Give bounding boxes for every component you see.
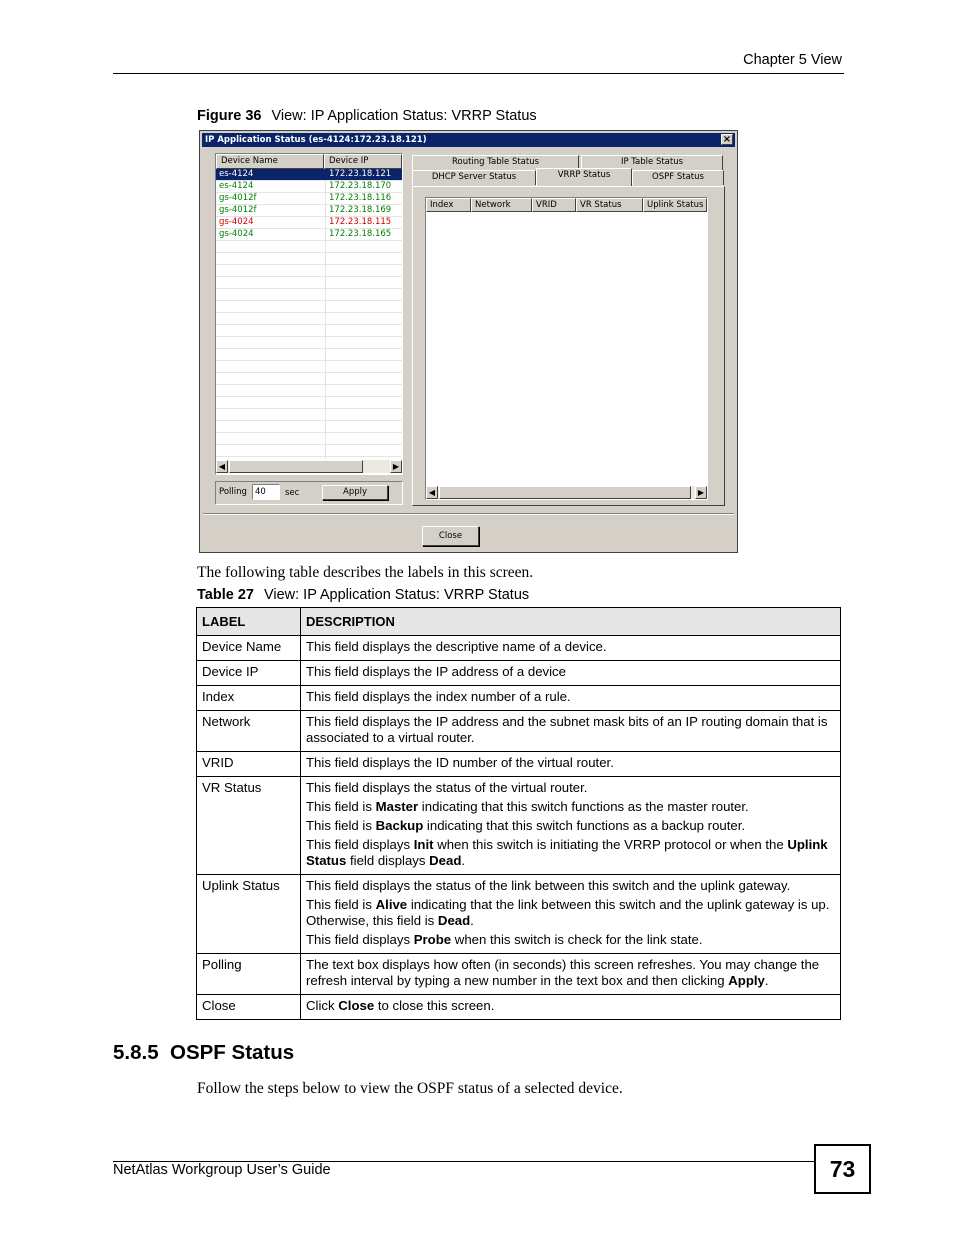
scroll-thumb[interactable] [439, 486, 691, 499]
ip-application-status-dialog [199, 130, 738, 553]
row-label: Close [197, 995, 301, 1020]
table-row [197, 777, 841, 875]
device-row[interactable] [216, 229, 402, 241]
bold-term: Master [375, 799, 419, 814]
scroll-thumb[interactable] [229, 460, 363, 473]
polling-unit: sec [285, 488, 300, 498]
empty-device-row[interactable] [216, 337, 402, 349]
table-body [197, 636, 841, 1020]
row-description [301, 686, 841, 711]
row-description [301, 995, 841, 1020]
scroll-left-icon[interactable]: ◀ [426, 486, 438, 499]
empty-device-row[interactable] [216, 433, 402, 445]
table-title: View: IP Application Status: VRRP Status [263, 587, 530, 603]
empty-device-row[interactable] [216, 397, 402, 409]
bold-term: Alive [375, 897, 408, 912]
device-ip-cell: 172.23.18.165 [329, 229, 392, 239]
text-run: indicating that the link between this switch and the uplink gateway is up. Otherwise, this field is [306, 897, 830, 928]
table-header-row [197, 608, 841, 636]
row-description [301, 875, 841, 954]
device-name-cell: gs-4012f [219, 205, 257, 215]
vrrp-status-grid[interactable] [425, 197, 708, 500]
device-name-cell: es-4124 [219, 169, 254, 179]
text-run: This field displays [306, 932, 414, 947]
text-run: to close this screen. [374, 998, 495, 1013]
empty-device-row[interactable] [216, 421, 402, 433]
polling-group [215, 481, 403, 505]
section-number: 5.8.5 [113, 1041, 159, 1064]
device-name-cell: es-4124 [219, 181, 254, 191]
empty-device-row[interactable] [216, 385, 402, 397]
description-paragraph: This field displays the descriptive name of a device. [306, 639, 607, 654]
bold-term: Probe [413, 932, 452, 947]
column-vrid[interactable]: VRID [532, 198, 576, 212]
row-description [301, 752, 841, 777]
column-vr-status[interactable]: VR Status [576, 198, 643, 212]
scroll-right-icon[interactable]: ▶ [695, 486, 707, 499]
row-label: Device Name [197, 636, 301, 661]
device-ip-cell: 172.23.18.116 [329, 193, 392, 203]
column-index[interactable]: Index [426, 198, 471, 212]
description-paragraph: This field displays the ID number of the virtual router. [306, 755, 614, 770]
column-network[interactable]: Network [471, 198, 532, 212]
empty-device-row[interactable] [216, 325, 402, 337]
text-run: This field is [306, 897, 376, 912]
description-paragraph [306, 998, 835, 1014]
row-description [301, 777, 841, 875]
intro-text: The following table describes the labels in this screen. [197, 564, 534, 581]
page-number: 73 [814, 1144, 871, 1194]
row-description [301, 954, 841, 995]
bold-term: Init [413, 837, 434, 852]
description-paragraph: This field displays the IP address and the subnet mask bits of an IP routing domain that is associated to a virtual router. [306, 714, 828, 745]
text-run: Click [306, 998, 339, 1013]
bold-term: Backup [375, 818, 424, 833]
table-row [197, 686, 841, 711]
figure-title: View: IP Application Status: VRRP Status [271, 108, 537, 124]
bold-term: Dead [429, 853, 462, 868]
table-label: Table 27 [197, 587, 254, 603]
row-label: Polling [197, 954, 301, 995]
empty-device-row[interactable] [216, 241, 402, 253]
text-run: when this switch is initiating the VRRP protocol or when the [433, 837, 788, 852]
column-device-name[interactable]: Device Name [216, 154, 324, 169]
table-row [197, 661, 841, 686]
description-paragraph [306, 818, 835, 834]
device-ip-cell: 172.23.18.121 [329, 169, 392, 179]
bold-term: Uplink Status [306, 837, 828, 868]
polling-input[interactable]: 40 [252, 484, 280, 500]
row-description [301, 661, 841, 686]
description-paragraph [306, 837, 835, 869]
table-caption [197, 587, 529, 603]
empty-device-row[interactable] [216, 265, 402, 277]
empty-device-row[interactable] [216, 409, 402, 421]
footer-guide-title: NetAtlas Workgroup User’s Guide [113, 1162, 331, 1178]
table-row [197, 875, 841, 954]
chapter-header: Chapter 5 View [743, 52, 842, 68]
text-run: This field is [306, 799, 376, 814]
device-list[interactable] [215, 153, 403, 475]
tab-vrrp-status[interactable]: VRRP Status [536, 168, 632, 186]
row-label: Device IP [197, 661, 301, 686]
tab-routing-table-status[interactable]: Routing Table Status [412, 155, 579, 170]
row-label: Network [197, 711, 301, 752]
figure-caption [197, 108, 537, 124]
follow-text: Follow the steps below to view the OSPF status of a selected device. [197, 1080, 623, 1097]
device-row[interactable] [216, 217, 402, 229]
device-name-cell: gs-4012f [219, 193, 257, 203]
description-paragraph: This field displays the status of the virtual router. [306, 780, 588, 795]
scroll-right-icon[interactable]: ▶ [390, 460, 402, 473]
device-row[interactable] [216, 181, 402, 193]
bold-term: Dead [437, 913, 471, 928]
row-description [301, 636, 841, 661]
polling-label: Polling [219, 487, 247, 497]
table-row [197, 995, 841, 1020]
apply-button[interactable]: Apply [322, 485, 388, 500]
table-row [197, 954, 841, 995]
description-paragraph: This field displays the index number of a rule. [306, 689, 571, 704]
dialog-title: IP Application Status (es-4124:172.23.18.121) [205, 135, 427, 145]
empty-device-row[interactable] [216, 361, 402, 373]
description-paragraph: This field displays the status of the link between this switch and the uplink gateway. [306, 878, 791, 893]
device-ip-cell: 172.23.18.115 [329, 217, 392, 227]
header-rule [113, 73, 844, 74]
label-description-table [196, 607, 841, 1020]
dialog-separator [203, 513, 734, 515]
bold-term: Close [338, 998, 375, 1013]
table-row [197, 711, 841, 752]
tab-ospf-status[interactable]: OSPF Status [632, 170, 724, 185]
header-description: DESCRIPTION [301, 608, 841, 636]
table-row [197, 752, 841, 777]
grid-scrollbar[interactable] [426, 486, 707, 499]
text-run: indicating that this switch functions as the master router. [418, 799, 749, 814]
description-paragraph [306, 957, 835, 989]
text-run: when this switch is check for the link state. [451, 932, 703, 947]
device-row[interactable] [216, 169, 402, 181]
text-run: indicating that this switch functions as a backup router. [423, 818, 746, 833]
empty-device-row[interactable] [216, 301, 402, 313]
row-label: VRID [197, 752, 301, 777]
empty-device-row[interactable] [216, 445, 402, 457]
column-uplink-status[interactable]: Uplink Status [643, 198, 707, 212]
column-device-ip[interactable]: Device IP [324, 154, 402, 169]
dialog-titlebar [202, 133, 735, 147]
tab-ip-table-status[interactable]: IP Table Status [581, 155, 723, 170]
close-icon[interactable]: × [722, 134, 732, 145]
description-paragraph [306, 799, 835, 815]
device-name-cell: gs-4024 [219, 229, 254, 239]
description-paragraph [306, 932, 835, 948]
row-label: Index [197, 686, 301, 711]
text-run: . [470, 913, 474, 928]
bold-term: Apply [728, 973, 765, 988]
device-ip-cell: 172.23.18.169 [329, 205, 392, 215]
text-run: field displays [346, 853, 430, 868]
description-paragraph [306, 897, 835, 929]
close-button[interactable]: Close [422, 526, 479, 546]
empty-device-row[interactable] [216, 349, 402, 361]
empty-device-row[interactable] [216, 253, 402, 265]
empty-device-row[interactable] [216, 373, 402, 385]
row-label: VR Status [197, 777, 301, 875]
device-row[interactable] [216, 205, 402, 217]
empty-device-row[interactable] [216, 313, 402, 325]
device-list-scrollbar[interactable] [216, 460, 402, 473]
scroll-left-icon[interactable]: ◀ [216, 460, 228, 473]
section-heading [113, 1041, 294, 1065]
empty-device-row[interactable] [216, 289, 402, 301]
row-description [301, 711, 841, 752]
header-label: LABEL [197, 608, 301, 636]
description-paragraph: This field displays the IP address of a device [306, 664, 566, 679]
device-row[interactable] [216, 193, 402, 205]
text-run: The text box displays how often (in seconds) this screen refreshes. You may change the refresh interval by typing a new number in the text box and then clicking [306, 957, 820, 988]
empty-device-row[interactable] [216, 277, 402, 289]
device-name-cell: gs-4024 [219, 217, 254, 227]
text-run: This field is [306, 818, 376, 833]
figure-label: Figure 36 [197, 108, 262, 124]
tab-dhcp-server-status[interactable]: DHCP Server Status [412, 170, 536, 185]
table-row [197, 636, 841, 661]
text-run: . [764, 973, 769, 988]
text-run: . [461, 853, 466, 868]
text-run: This field displays [306, 837, 414, 852]
row-label: Uplink Status [197, 875, 301, 954]
device-ip-cell: 172.23.18.170 [329, 181, 392, 191]
section-title: OSPF Status [170, 1041, 295, 1064]
